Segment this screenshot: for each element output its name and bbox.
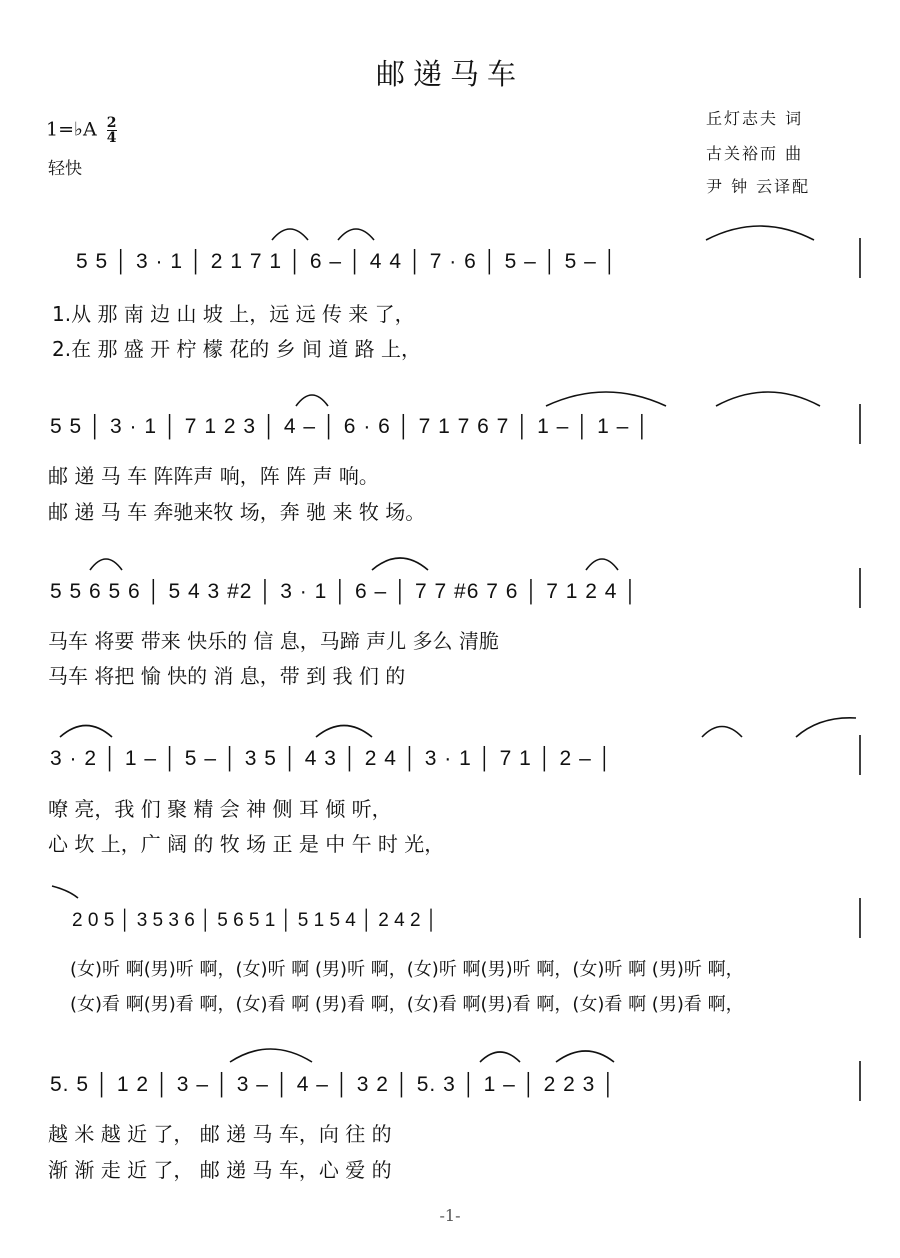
credit-translator: 尹 钟 云译配 xyxy=(706,177,811,196)
time-bottom: 4 xyxy=(106,130,117,146)
slur-mark xyxy=(556,1051,614,1062)
notation-row-3: 5 5 6 5 6 │ 5 4 3 #2 │ 3 · 1 │ 6 – │ 7 7 #6 7 6 │ 7 1 2 4 │ xyxy=(50,580,639,603)
slur-mark xyxy=(480,1052,520,1062)
tempo-marking: 轻快 xyxy=(48,159,82,179)
notation-row-6: 5. 5 │ 1 2 │ 3 – │ 3 – │ 4 – │ 3 2 │ 5. 3 │ 1 – │ 2 2 3 │ xyxy=(50,1073,617,1096)
slur-mark xyxy=(716,392,820,406)
notation-row-5: 2 0 5 │ 3 5 3 6 │ 5 6 5 1 │ 5 1 5 4 │ 2 4 2 │ xyxy=(72,910,438,931)
slur-mark xyxy=(546,392,666,406)
lyric-row-4-verse-1: 嘹 亮，我 们 聚 精 会 神 侧 耳 倾 听， xyxy=(48,797,392,821)
slur-mark xyxy=(586,559,618,570)
lyric-row-2-verse-1: 邮 递 马 车 阵阵声 响，阵 阵 声 响。 xyxy=(48,464,379,488)
slur-mark xyxy=(272,229,308,240)
notation-row-1: 5 5 │ 3 · 1 │ 2 1 7 1 │ 6 – │ 4 4 │ 7 · 6 │ 5 – │ 5 – │ xyxy=(76,250,618,273)
slur-mark xyxy=(90,559,122,570)
page-number: -1- xyxy=(439,1206,461,1225)
notation-row-4: 3 · 2 │ 1 – │ 5 – │ 3 5 │ 4 3 │ 2 4 │ 3 · 1 │ 7 1 │ 2 – │ xyxy=(50,747,613,770)
lyric-row-3-verse-2: 马车 将把 愉 快的 消 息，带 到 我 们 的 xyxy=(48,664,406,688)
lyric-row-2-verse-2: 邮 递 马 车 奔驰来牧 场，奔 驰 来 牧 场。 xyxy=(48,500,426,524)
lyric-row-1-verse-1: 1.从 那 南 边 山 坡 上，远 远 传 来 了， xyxy=(52,302,415,326)
slur-mark xyxy=(372,558,428,570)
lyric-row-5-verse-1: (女)听 啊(男)听 啊，(女)听 啊 (男)听 啊，(女)听 啊(男)听 啊，(女)听 啊 (男)听 啊， xyxy=(70,959,744,980)
lyric-row-3-verse-1: 马车 将要 带来 快乐的 信 息，马蹄 声儿 多么 清脆 xyxy=(48,629,499,653)
credit-lyricist: 丘灯志夫 词 xyxy=(706,109,804,128)
slur-mark xyxy=(316,726,372,738)
slur-mark xyxy=(706,226,814,240)
song-title: 邮递马车 xyxy=(375,57,524,91)
slur-mark xyxy=(60,726,112,738)
credit-composer: 古关裕而 曲 xyxy=(706,144,804,163)
key-label: 1=♭A xyxy=(46,118,97,141)
slur-mark xyxy=(338,229,374,240)
slur-mark xyxy=(702,727,742,738)
slur-mark xyxy=(52,886,78,898)
notation-row-2: 5 5 │ 3 · 1 │ 7 1 2 3 │ 4 – │ 6 · 6 │ 7 1 7 6 7 │ 1 – │ 1 – │ xyxy=(50,415,651,438)
lyric-row-4-verse-2: 心 坎 上，广 阔 的 牧 场 正 是 中 午 时 光， xyxy=(48,832,445,856)
lyric-row-5-verse-2: (女)看 啊(男)看 啊，(女)看 啊 (男)看 啊，(女)看 啊(男)看 啊，(女)看 啊 (男)看 啊， xyxy=(70,994,744,1015)
lyric-row-6-verse-2: 渐 渐 走 近 了， 邮 递 马 车，心 爱 的 xyxy=(48,1158,392,1182)
lyric-row-6-verse-1: 越 米 越 近 了， 邮 递 马 车，向 往 的 xyxy=(48,1122,392,1146)
slur-mark xyxy=(796,718,856,737)
slur-mark xyxy=(296,395,328,406)
lyric-row-1-verse-2: 2.在 那 盛 开 柠 檬 花的 乡 间 道 路 上， xyxy=(52,337,422,361)
time-top: 2 xyxy=(106,115,117,131)
slur-mark xyxy=(230,1049,312,1062)
